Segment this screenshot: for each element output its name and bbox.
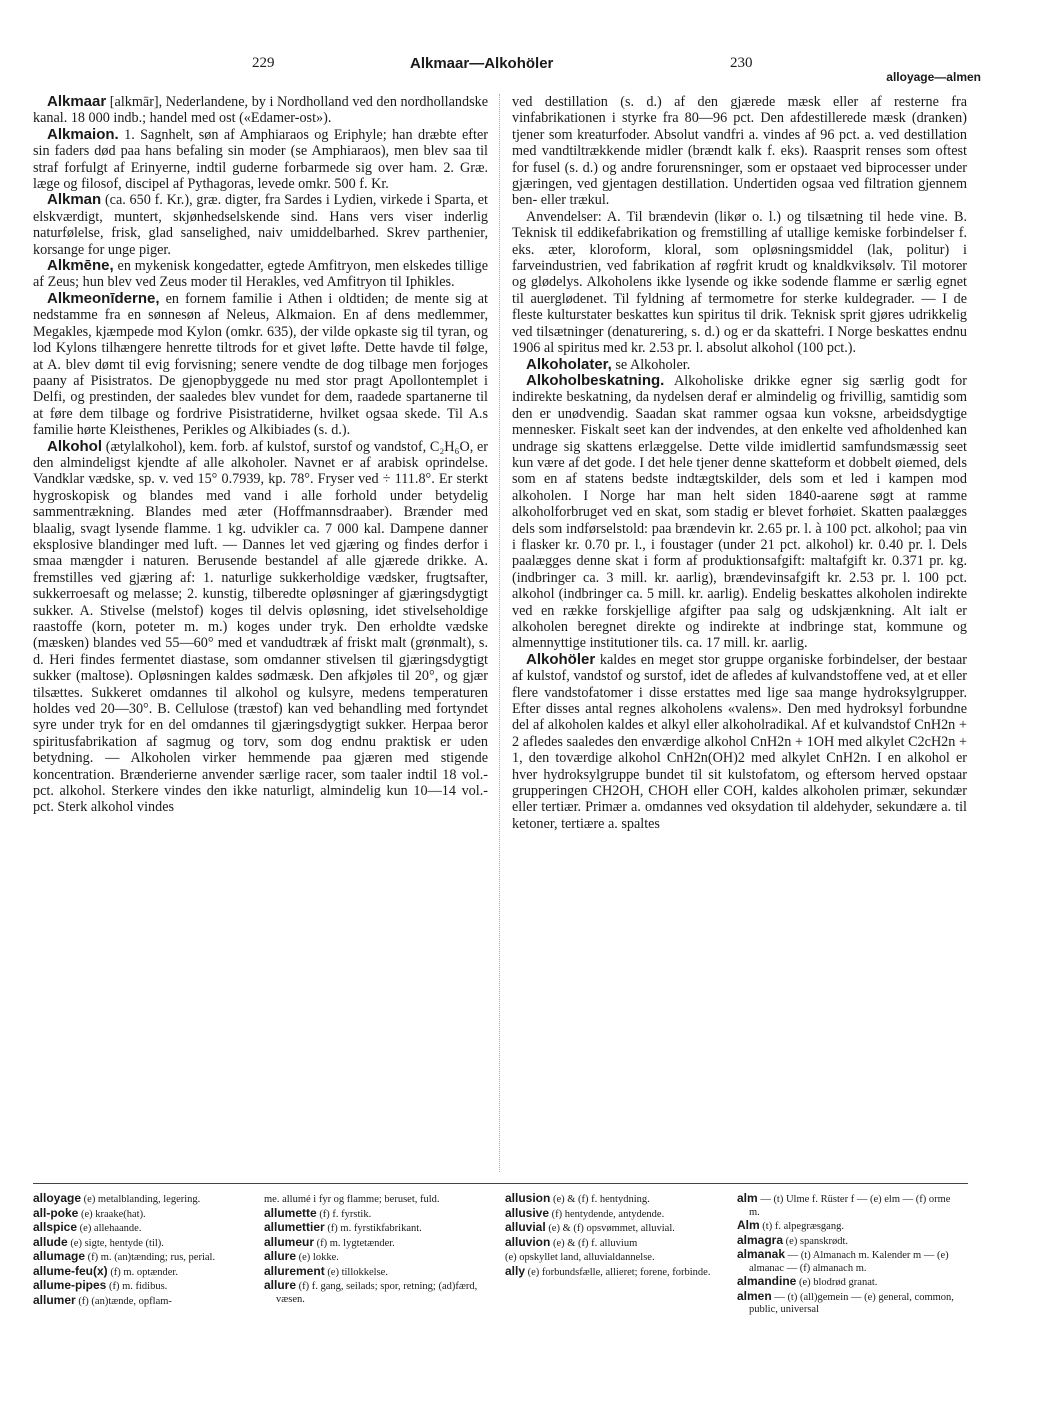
glossary-item: alluvial (e) & (f) opsvømmet, alluvial. [505,1220,675,1234]
glossary-item: allusive (f) hentydende, antydende. [505,1205,665,1220]
entry-text: (ca. 650 f. Kr.), græ. digter, fra Sardes i Lydien, virkede i Sparta, et elskværdigt, muntert, skjønhedselskende sind. Hans vers viser inderlig naturfølelse, frisk, glad sanselighed, naiv umiddelbarhed. Skrev parthenier, korsange for unge piger. [33,192,488,258]
entry-alkoholbeskatning [512,373,967,652]
entry-alkmeoniderne [33,291,488,439]
glossary-item: alluvion (e) & (f) f. alluvium [505,1234,638,1249]
headword: Alkman [47,191,102,209]
glossary-item: me. allumé i fyr og flamme; beruset, fuld. [264,1194,440,1205]
glossary-item: allumette (f) f. fyrstik. [264,1205,372,1220]
glossary-item: almanak — (t) Almanach m. Kalender m — (e) almanac — (f) almanach m. [737,1247,949,1274]
glossary-item: allume-pipes (f) m. fidibus. [33,1278,168,1292]
glossary-item: allure (f) f. gang, seilads; spor, retning; (ad)færd, væsen. [264,1278,478,1305]
glossary-item: alm — (t) Ulme f. Rüster f — (e) elm — (f) orme m. [737,1191,951,1218]
glossary-column-2 [264,1192,486,1306]
column-divider [499,94,500,1172]
headword: Alkmaion. [47,125,119,143]
glossary-item: (e) opskyllet land, alluvialdannelse. [505,1252,655,1263]
headword: Alkoholbeskatning. [526,371,665,389]
page-number-left: 229 [252,55,275,71]
glossary-column-3 [505,1192,727,1279]
glossary-column-1 [33,1192,255,1308]
entry-text: en fornem familie i Athen i oldtiden; de mente sig at nedstamme fra en sønnesøn af Neleus, Alkmaion. En af dens medlemmer, Megakles, kjæmpede mod Kylon (omkr. 635), der vilde opkaste sig til tyran, og lod Kylons tilhængere henrette tiltrods for et givet løfte. Dette havde til følge, at A. blev dømt til evig forvisning; senere vendte de dog tilbage men forjoges paany af Pisistratos. De gjenopbyggede nu med stor pragt Apollontemplet i Delfi, og prestinden, der saaledes blev vundet for dem, raadede spartanerne til at føre dem tilbage og fordrive Pisistratiderne, hvilket ogsaa skede. Til A.s familie hørte Kleisthenes, Perikles og Alkibiades (s. d.). [33,290,488,439]
footer-divider [33,1183,968,1184]
entry-text: (ætylalkohol), kem. forb. af kulstof, surstof og vandstof, C₂H₆O, er den almindeligst kjendte af alle alkoholer. Navnet er af arabisk oprindelse. Vandklar vædske, sp. v. ved 15° 0.7939, kp. 78°. Fryser ved ÷ 111.8°. Er sterkt hygroskopisk og blandes med vand i alle forhold under betydelig sammentrækning. Blandes med æter (Hoffmannsdraaber). Brænder med blaalig, svagt lysende flamme. 1 kg. udvikler ca. 7 000 kal. Dampene danner eksplosive blandinger med luft. — Dannes let ved gjæring og findes derfor i smaa mængder i naturen. Berusende bestandel af alle gjærede drikke. A. fremstilles ved gjæring af: 1. naturlige sukkerholdige vædsker, frugtsafter, sukkerroesaft og melasse; 2. kunstig, tilberedte opløsninger af gjæringsdygtigt sukker. A. Stivelse (melstof) koges til delvis opløsning, idet stivelseholdige raastoffe (korn, poteter m. m.) koges under tryk. Den erholdte vædske (mæsken) blandes ved 55—60° med et vandudtræk af friskt malt (grønmalt), s. d. Heri findes fermentet diastase, som omdanner stivelsen til gjæringsdygtigt sukker (maltose). Opløsningen kaldes sødmæsk. Den afkjøles til 20°, og gjær tilsættes. Sukkeret omdannes til alkohol og kulsyre, medens temperaturen holdes ved 20—30°. B. Cellulose (træstof) kan ved behandling med fortyndet syre under tryk for en del omdannes til gjæringsdygtigt sukker. Herpaa beror spiritusfabrikation af sagmug og torv, som dog endnu praktisk er uden betydning. — Alkoholen virker hemmende paa gjæren med stigende koncentration. Brænderierne anvender særlige racer, som taaler indtil 18 vol.-pct. alkohol. Sterkere vindes den ikke naturligt, almindelig kun 10—14 vol.-pct. Sterk alkohol vindes [33,438,488,816]
entry-text: Alkoholiske drikke egner sig særlig godt for indirekte beskatning, da nydelsen deraf er almindelig og frivillig, samtidig som den er unødvendig. Saadan skat rammer ogsaa kun voksne, arbeidsdygtige mennesker. Fiskalt seet kan der indvendes, at den enkelte ved afholdenhed kan undrage sig skattens erlæggelse. Dette vilde imidlertid samfundsmæssig seet kun være af det gode. I det hele tjener denne skatteform et dobbelt øiemed, dels som en af statens bedste indtægtskilder, dels som et led i kampen mod alkoholen. I Norge har man helt siden 1840-aarene søgt at ramme alkoholforbruget ved en skat, som stadig er blevet forhøiet. Skatten paalægges dels som indførselstold: paa brændevin kr. 2.65 pr. l. à 100 pct. alkohol; paa vin i flasker kr. 0.70 pr. l., i foustager (under 21 pct. alkohol) kr. 0.40 pr. l. Dels paalægges denne skat i form af produktionsafgift: maltafgift kr. 0.371 pr. kg. (indbringer ca. 3 mill. kr. aarlig), brændevinsafgift kr. 2.53 pr. l. 100 pct. alkohol (indbringer ca. 5 mill. kr. aarlig). Endelig beskattes alkoholen indirekte ved en række forskjellige afgifter paa salg og udskjænkning. Alt ialt er alkoholen beregnet direkte og indirekte at indbringe stat, kommune og almennyttige institutioner tils. ca. 17 mill. kr. aarlig. [512,372,967,652]
glossary-item: ally (e) forbundsfælle, allieret; forene, forbinde. [505,1263,711,1278]
left-column [33,94,488,816]
entry-text: ved destillation (s. d.) af den gjærede mæsk eller af resterne fra vinfabrikationen i styrke fra 80—96 pct. Den afdestillerede mæsk (dranken) tjener som kreaturfoder. Absolut vandfri a. vindes af 96 pct. a. ved destillation med vandtiltrækkende midler (brændt kalk f. eks). Raasprit renses som oftest for fusel (s. d.) og andre forurensninger, som er opstaaet ved biprocesser under gjæringen, ved gjentagen destillation. Undertiden ogsaa ved filtration gjennem ben- eller trækul. [512,94,967,209]
entry-alkohol [33,439,488,816]
entry-text: en mykenisk kongedatter, egtede Amfitryon, men elskedes tillige af Zeus; hun blev ved Zeus moder til Herakles, ved Amfitryon til Iphikles. [33,258,488,291]
entry-continuation [512,94,967,209]
entry-alkman [33,192,488,258]
entry-text: [alkmār], Nederlandene, by i Nordholland ved den nordhollandske kanal. 18 000 indb.; handel med ost («Edamer-ost»). [33,94,488,127]
entry-anvendelser [512,209,967,357]
entry-alkmaion [33,127,488,193]
headword: Alkmaar [47,93,107,110]
glossary-item: alloyage (e) metalblanding, legering. [33,1191,201,1205]
glossary-item: almen — (t) (all)gemein — (e) general, common, public, universal [737,1288,954,1315]
footer-range: alloyage—almen [886,70,981,84]
glossary-item: allumer (f) (an)tænde, opflam- [33,1292,172,1307]
glossary-item: almagra (e) spanskrødt. [737,1232,849,1247]
headword: Alkohöler [526,650,596,668]
entry-text: Anvendelser: A. Til brændevin (likør o. l.) og tilsætning til hede vine. B. Teknisk til eddikefabrikation og fremstilling af utallige kemiske forbindelser f. eks. æter, kloroform, kloral, som opløsningsmiddel (lak, politur) i farveindustrien, ved fabrikation af røgfrit krudt og knaldkviksølv. Til motorer og glødelys. Alkoholens ikke lysende og ikke sodende flamme er særlig egnet til auerglødenet. Til fyldning af termometre for sterke kuldegrader. — I de fleste kulturstater beskattes kun spiritus til drik. Teknisk sprit gjøres udrikkelig ved tilsætninger (denaturering, s. d.) og er da skattefri. I Norge beskattes endnu 1906 al spiritus med kr. 2.53 pr. l. absolut alkohol (100 pct.). [512,208,967,357]
glossary-item: almandine (e) blodrød granat. [737,1274,878,1288]
glossary-column-4 [737,1192,959,1317]
entry-alkmene [33,258,488,291]
right-column [512,94,967,832]
glossary-item: allumettier (f) m. fyrstikfabrikant. [264,1220,422,1234]
headword: Alkmeonīderne, [47,289,160,307]
glossary-item: all-poke (e) kraake(hat). [33,1205,146,1220]
glossary-item: allurement (e) tillokkelse. [264,1263,388,1278]
glossary-item: Alm (t) f. alpegræsgang. [737,1218,844,1232]
headword: Alkoholater, [526,355,612,373]
headword: Alkohol [47,437,102,455]
running-title: Alkmaar—Alkohöler [410,55,554,72]
entry-alkoholer [512,652,967,832]
glossary-item: allumage (f) m. (an)tænding; rus, perial. [33,1249,216,1263]
glossary-item: allumeur (f) m. lygtetænder. [264,1234,395,1249]
glossary-item: allusion (e) & (f) f. hentydning. [505,1191,650,1205]
entry-alkmaar [33,94,488,127]
glossary-item: allspice (e) allehaande. [33,1220,142,1234]
entry-alkoholater [512,357,967,373]
entry-text: se Alkoholer. [611,356,691,373]
glossary-item: allure (e) lokke. [264,1249,339,1263]
glossary-item: allude (e) sigte, hentyde (til). [33,1234,164,1249]
entry-text: 1. Sagnhelt, søn af Amphiaraos og Eriphyle; han dræbte efter sin faders død paa hans befaling sin moder (se Amphiaraos), men blev saa til straf forfulgt af Erinyerne, indtil guderne forbarmede sig over ham. 2. Græ. læge og filosof, discipel af Pythagoras, levede omkr. 500 f. Kr. [33,126,488,193]
entry-text: kaldes en meget stor gruppe organiske forbindelser, der bestaar af kulstof, vandstof og surstof, idet de afledes af kulvandstoffene ved, at et eller flere vandstofatomer i disse erstattes med lige saa mange hydroksylgrupper. Efter disses antal regnes alkoholens «valens». Den med hydroksyl forbundne del af alkoholen kaldes et alkyl eller alkoholradikal. Af et kulvandstof CnH2n + 2 afledes saaledes den enværdige alkohol CnH2n + 1OH med alkylet C2cH2n + 1, den toværdige alkohol CnH2n(OH)2 med alkylet CnH2n. I en alkohol er hver hydroksylgruppe bundet til sit kulstofatom, og eftersom herved opstaar grupperingen CH2OH, CHOH eller COH, kaldes alkoholen primær, sekundær eller tertiær. Primær a. omdannes ved oksydation til aldehyder, sekundære a. til ketoner, tertiære a. spaltes [512,651,967,832]
headword: Alkmēne, [47,257,114,275]
glossary-item: allume-feu(x) (f) m. optænder. [33,1263,178,1278]
page-number-right: 230 [730,55,753,71]
